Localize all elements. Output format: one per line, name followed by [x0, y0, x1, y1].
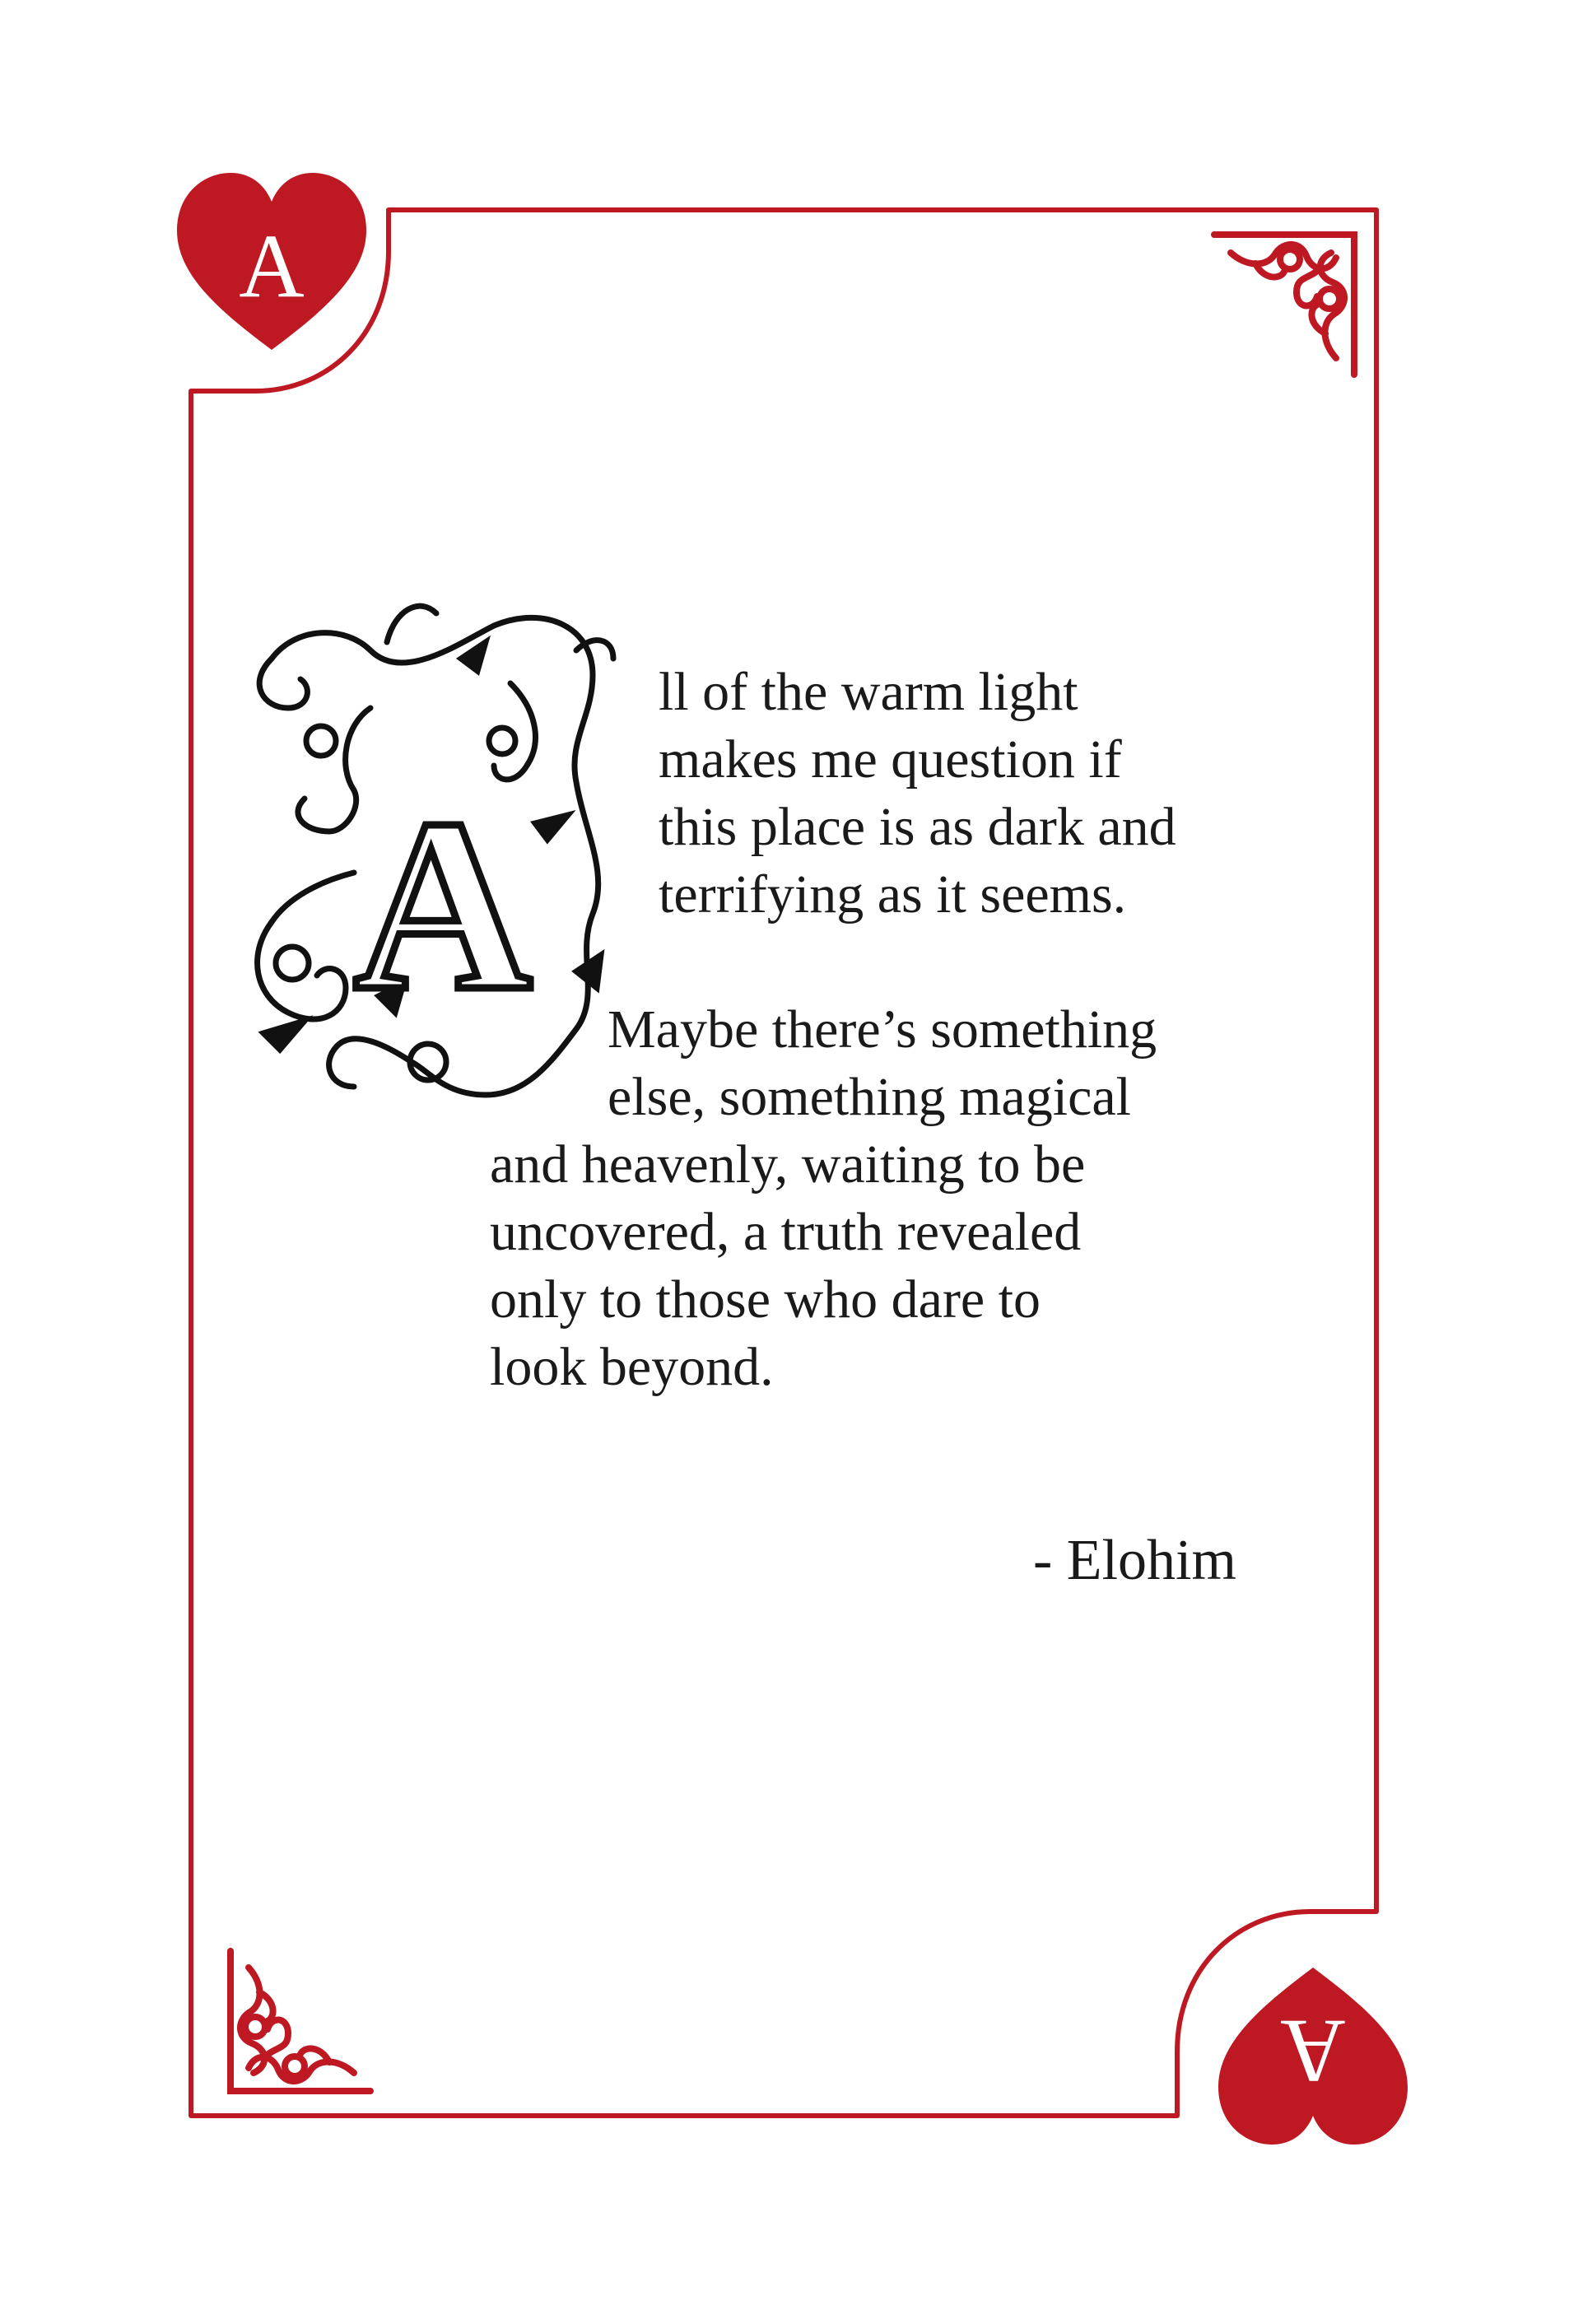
poem-line: only to those who dare to	[490, 1269, 1041, 1330]
poem-line: uncovered, a truth revealed	[490, 1202, 1082, 1262]
poem-line: ll of the warm light	[659, 662, 1078, 722]
signature: - Elohim	[1033, 1529, 1236, 1592]
poem-stanza-2-indented	[608, 996, 1157, 1131]
poem-line: makes me question if	[659, 729, 1122, 789]
poem-line: look beyond.	[490, 1337, 774, 1397]
poem-line: else, something magical	[608, 1067, 1131, 1127]
poem-line: terrifying as it seems.	[659, 864, 1127, 924]
bottom-right-rank: A	[1280, 2001, 1346, 2102]
poem-stanza-2-full	[490, 1131, 1085, 1401]
top-left-rank: A	[239, 216, 305, 316]
poem-line: and heavenly, waiting to be	[490, 1134, 1086, 1195]
poem-line: this place is as dark and	[659, 797, 1176, 857]
bottom-left-corner-flourish-icon	[230, 1951, 370, 2091]
drop-cap-letter: A	[353, 768, 533, 1041]
poem-stanza-1	[659, 659, 1176, 929]
poem-line: Maybe there’s something	[608, 999, 1157, 1060]
top-right-corner-flourish-icon	[1214, 235, 1354, 375]
